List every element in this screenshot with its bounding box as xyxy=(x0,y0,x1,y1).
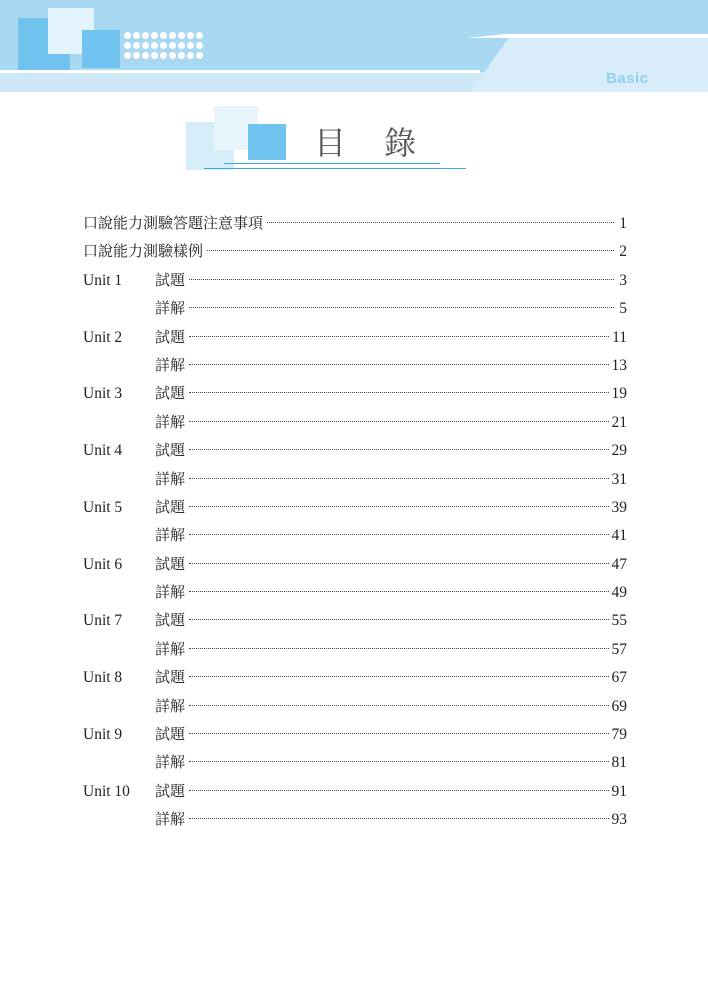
toc-page-number: 67 xyxy=(611,669,627,687)
toc-dot-leader xyxy=(189,761,608,762)
toc-entry-label: 試題 xyxy=(155,441,186,460)
toc-page-number: 81 xyxy=(611,754,627,772)
title-underline xyxy=(204,168,466,169)
toc-entry[interactable] xyxy=(83,379,627,407)
toc-page-number: 19 xyxy=(611,385,627,403)
header-dot xyxy=(151,52,158,59)
header-dot xyxy=(142,42,149,49)
toc-entry[interactable] xyxy=(83,720,627,748)
header-dot xyxy=(187,32,194,39)
toc-entry-label: 詳解 xyxy=(155,299,186,318)
toc-page-number: 1 xyxy=(619,215,627,232)
header-dot xyxy=(151,32,158,39)
header-dot xyxy=(160,32,167,39)
toc-page-number: 69 xyxy=(611,697,627,715)
toc-entry-label: 詳解 xyxy=(155,696,186,715)
toc-unit-label: Unit 1 xyxy=(83,271,123,289)
toc-entry-label: 口說能力測驗答題注意事項 xyxy=(83,214,264,232)
toc-entry[interactable] xyxy=(83,663,627,691)
toc-entry[interactable] xyxy=(83,521,627,549)
toc-entry[interactable] xyxy=(83,465,627,493)
header-dot xyxy=(124,52,131,59)
toc-page-number: 79 xyxy=(611,726,627,744)
header-divider xyxy=(0,70,480,73)
toc-unit-label: Unit 7 xyxy=(83,612,123,630)
header-square-decoration xyxy=(82,30,120,68)
header-dot xyxy=(124,32,131,39)
toc-dot-leader xyxy=(189,818,608,819)
toc-entry[interactable] xyxy=(83,777,627,805)
header-dot xyxy=(178,52,185,59)
header-dot-grid xyxy=(124,32,204,64)
toc-page-number: 57 xyxy=(611,640,627,658)
toc-entry-label: 詳解 xyxy=(155,412,186,431)
header-dot xyxy=(133,42,140,49)
toc-page-number: 13 xyxy=(611,356,627,374)
toc-entry-label: 詳解 xyxy=(155,583,186,602)
toc-entry[interactable] xyxy=(83,805,627,833)
header-wedge xyxy=(470,36,708,92)
header-dot xyxy=(178,42,185,49)
toc-entry-label: 試題 xyxy=(155,668,186,687)
toc-entry[interactable] xyxy=(83,266,627,294)
toc-page-number: 2 xyxy=(619,243,627,261)
header-dot xyxy=(196,32,203,39)
toc-dot-leader xyxy=(189,591,608,592)
header-dot xyxy=(160,42,167,49)
toc-entry-label: 詳解 xyxy=(155,526,186,545)
header-dot xyxy=(178,32,185,39)
toc-page-number: 29 xyxy=(611,442,627,460)
toc-entry[interactable] xyxy=(83,635,627,663)
header-dot xyxy=(160,52,167,59)
toc-entry-label: 詳解 xyxy=(155,753,186,772)
toc-entry[interactable] xyxy=(83,748,627,776)
toc-dot-leader xyxy=(189,619,608,620)
table-of-contents xyxy=(83,209,627,834)
toc-entry[interactable] xyxy=(83,550,627,578)
toc-page-number: 11 xyxy=(612,328,627,346)
toc-entry-label: 試題 xyxy=(155,497,186,516)
toc-unit-label: Unit 6 xyxy=(83,555,123,573)
toc-page-number: 39 xyxy=(611,498,627,516)
header-dot xyxy=(169,42,176,49)
toc-entry[interactable] xyxy=(83,351,627,379)
header-dot xyxy=(169,52,176,59)
toc-entry[interactable] xyxy=(83,436,627,464)
toc-dot-leader xyxy=(189,563,608,564)
toc-page-number: 3 xyxy=(619,271,627,289)
toc-unit-label: Unit 2 xyxy=(83,328,123,346)
toc-entry[interactable] xyxy=(83,408,627,436)
header-dot xyxy=(133,32,140,39)
toc-entry[interactable] xyxy=(83,237,627,265)
toc-entry[interactable] xyxy=(83,606,627,634)
toc-dot-leader xyxy=(189,392,608,393)
toc-dot-leader xyxy=(189,534,608,535)
toc-dot-leader xyxy=(189,449,608,450)
toc-page-number: 55 xyxy=(611,612,627,630)
toc-dot-leader xyxy=(189,648,608,649)
header-dot xyxy=(133,52,140,59)
toc-unit-label: Unit 9 xyxy=(83,726,123,744)
toc-entry-label: 試題 xyxy=(155,611,186,630)
toc-entry[interactable] xyxy=(83,493,627,521)
toc-unit-label: Unit 4 xyxy=(83,442,123,460)
toc-unit-label: Unit 3 xyxy=(83,385,123,403)
toc-dot-leader xyxy=(189,790,608,791)
toc-entry-label: 試題 xyxy=(155,725,186,744)
toc-unit-label: Unit 5 xyxy=(83,498,123,516)
toc-dot-leader xyxy=(189,705,608,706)
toc-entry[interactable] xyxy=(83,294,627,322)
toc-dot-leader xyxy=(189,421,608,422)
toc-dot-leader xyxy=(189,364,608,365)
toc-entry[interactable] xyxy=(83,692,627,720)
toc-entry-label: 詳解 xyxy=(155,810,186,829)
toc-entry-label: 試題 xyxy=(155,384,186,403)
header-dot xyxy=(196,52,203,59)
toc-entry[interactable] xyxy=(83,209,627,237)
toc-page-number: 5 xyxy=(619,300,627,318)
toc-page-number: 21 xyxy=(611,413,627,431)
toc-entry-label: 詳解 xyxy=(155,639,186,658)
toc-entry-label: 試題 xyxy=(155,270,186,289)
toc-entry[interactable] xyxy=(83,578,627,606)
toc-unit-label: Unit 8 xyxy=(83,669,123,687)
toc-entry[interactable] xyxy=(83,323,627,351)
header-dot xyxy=(124,42,131,49)
header-dot xyxy=(187,52,194,59)
toc-entry-label: 試題 xyxy=(155,781,186,800)
toc-page-number: 93 xyxy=(611,811,627,829)
toc-entry-label: 詳解 xyxy=(155,355,186,374)
header-dot xyxy=(187,42,194,49)
toc-dot-leader xyxy=(189,676,608,677)
toc-entry-label: 試題 xyxy=(155,554,186,573)
toc-dot-leader xyxy=(189,506,608,507)
toc-dot-leader xyxy=(189,733,608,734)
toc-page-number: 41 xyxy=(611,527,627,545)
toc-unit-label: Unit 10 xyxy=(83,782,130,800)
header-dot xyxy=(142,32,149,39)
toc-dot-leader xyxy=(189,336,609,337)
toc-entry-label: 試題 xyxy=(155,327,186,346)
series-label: Basic xyxy=(606,70,649,87)
header-dot xyxy=(142,52,149,59)
toc-page-number: 49 xyxy=(611,584,627,602)
header-dot xyxy=(169,32,176,39)
toc-dot-leader xyxy=(189,307,614,308)
toc-entry-label: 口說能力測驗樣例 xyxy=(83,242,204,261)
toc-dot-leader xyxy=(267,222,614,223)
page-title: 目 錄 xyxy=(314,124,431,162)
toc-page-number: 31 xyxy=(611,470,627,488)
toc-dot-leader xyxy=(189,279,614,280)
toc-entry-label: 詳解 xyxy=(155,469,186,488)
toc-dot-leader xyxy=(207,250,614,251)
toc-dot-leader xyxy=(189,478,608,479)
toc-page-number: 47 xyxy=(611,555,627,573)
header-wedge-line xyxy=(466,34,708,38)
toc-page-number: 91 xyxy=(611,782,627,800)
header-dot xyxy=(196,42,203,49)
title-square-decoration xyxy=(248,124,286,160)
header-dot xyxy=(151,42,158,49)
